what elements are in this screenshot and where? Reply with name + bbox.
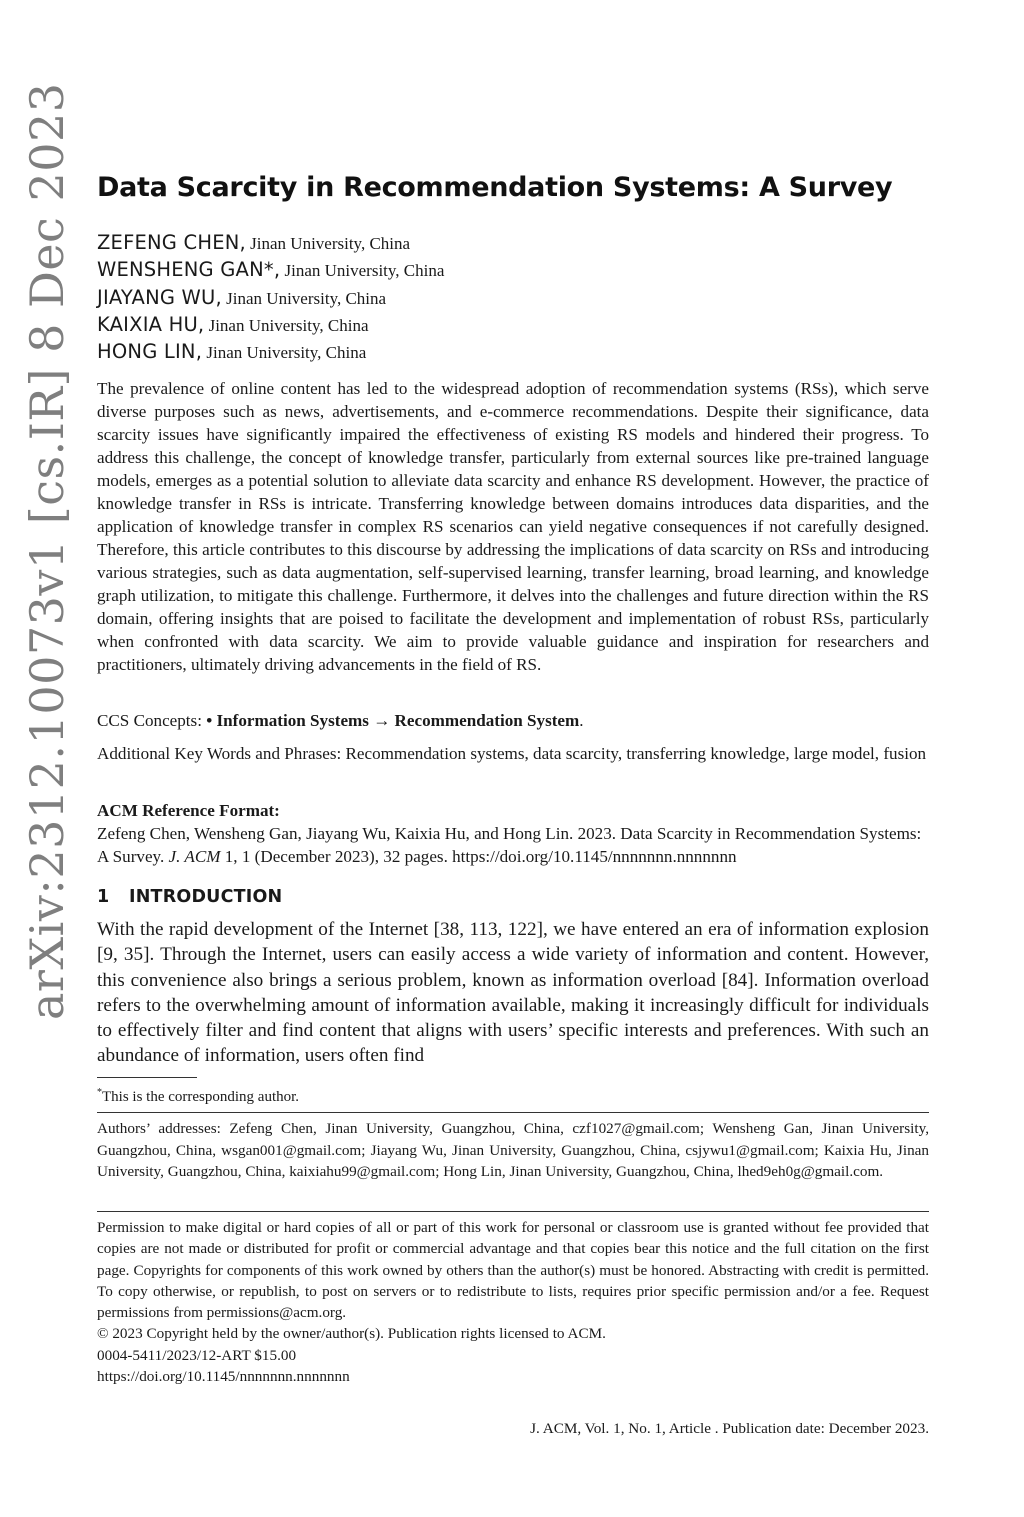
ccs-concepts [97,709,929,732]
acm-reference-label: ACM Reference Format: [97,801,280,820]
acm-reference-text [97,822,929,868]
author-affiliation: Jinan University, China [245,234,411,253]
footnote-text: This is the corresponding author. [102,1089,300,1105]
author-name: JIAYANG WU, [97,285,222,309]
author-name: HONG LIN, [97,340,203,364]
author-entry [97,284,929,311]
permission-block [97,1217,929,1388]
acm-reference-text-a: Zefeng Chen, Wensheng Gan, Jiayang Wu, Kaixia Hu, and Hong Lin. 2023. Data Scarcity in Recommendation Systems: A Survey. [97,824,922,866]
acm-reference-text-b: 1, 1 (December 2023), 32 pages. https://doi.org/10.1145/nnnnnnn.nnnnnnn [220,847,737,866]
acm-reference-journal: J. ACM [168,847,221,866]
author-entry [97,256,929,283]
doi-line: https://doi.org/10.1145/nnnnnnn.nnnnnnn [97,1368,350,1386]
author-affiliation: Jinan University, China [221,288,387,308]
page-footer: J. ACM, Vol. 1, No. 1, Article . Publication date: December 2023. [530,1420,929,1437]
section-title: INTRODUCTION [129,887,283,907]
permission-notice: Permission to make digital or hard copies of all or part of this work for personal or classroom use is granted without fee provided that copies are not made or distributed for profit or commercial advantage and that copies bear this notice and the full citation on the first page. Copyrights for components of this work owned by others than the author(s) must be honored. Abstracting with credit is permitted. To copy otherwise, or republish, to post on servers or to redistribute to lists, requires prior specific permission and/or a fee. Request permissions from permissions@acm.org. [97,1219,929,1322]
author-name: ZEFENG CHEN, [97,231,246,254]
copyright-line: © 2023 Copyright held by the owner/author(s). Publication rights licensed to ACM. [97,1325,606,1343]
author-name: WENSHENG GAN*, [97,258,281,282]
arxiv-identifier-stamp: arXiv:2312.10073v1 [cs.IR] 8 Dec 2023 [20,82,74,1020]
author-affiliation: Jinan University, China [204,315,369,335]
divider [97,1112,929,1113]
section-number: 1 [97,887,110,907]
acm-reference-format [97,799,929,868]
paper-title: Data Scarcity in Recommendation Systems: A Survey [97,172,893,203]
section-heading [97,887,929,907]
author-addresses: Authors’ addresses: Zefeng Chen, Jinan University, Guangzhou, China, czf1027@gmail.com; Wensheng Gan, Jinan University, Guangzhou, China, wsgan001@gmail.com; Jiayang Wu, Jinan University, Guangzhou, China, csjywu1@gmail.com; Kaixia Hu, Jinan University, Guangzhou, China, kaixiahu99@gmail.com; Hong Lin, Jinan University, Guangzhou, China, lhed9eh0g@gmail.com. [97,1120,929,1180]
divider [97,1211,929,1212]
footnote [97,1083,929,1107]
issn-line: 0004-5411/2023/12-ART $15.00 [97,1346,297,1364]
author-list [97,229,929,365]
ccs-end: . [579,711,584,730]
author-affiliation: Jinan University, China [280,261,445,281]
ccs-bullet: • [206,711,217,730]
author-name: KAIXIA HU, [97,312,205,336]
footnote-mark: * [97,1087,102,1098]
abstract: The prevalence of online content has led to the widespread adoption of recommendation systems (RSs), which serve diverse purposes such as news, advertisements, and e-commerce recommendations. Despite their significance, data scarcity issues have significantly impaired the effectiveness of existing RS models and hindered their progress. To address this challenge, the concept of knowledge transfer, particularly from external sources like pre-trained language models, emerges as a potential solution to alleviate data scarcity and enhance RS development. However, the practice of knowledge transfer in RSs is intricate. Transferring knowledge between domains introduces data disparities, and the application of knowledge transfer in complex RS scenarios can yield negative consequences if not carefully designed. Therefore, this article contributes to this discourse by addressing the implications of data scarcity on RSs and introducing various strategies, such as data augmentation, self-supervised learning, transfer learning, broad learning, and knowledge graph utilization, to mitigate this challenge. Furthermore, it delves into the challenges and future direction within the RS domain, offering insights that are poised to facilitate the development and implementation of robust RSs, particularly when confronted with data scarcity. We aim to provide valuable guidance and inspiration for researchers and practitioners, ultimately driving advancements in the field of RS. [97,379,929,674]
footnote-rule [97,1077,197,1078]
author-entry [97,338,929,365]
ccs-concept: Information Systems → Recommendation System [216,711,580,730]
introduction-paragraph: With the rapid development of the Internet [38, 113, 122], we have entered an era of information explosion [9, 35]. Through the Internet, users can easily access a wide variety of information and content. However, this convenience also brings a serious problem, known as information overload [84]. Information overload refers to the overwhelming amount of information available, making it increasingly difficult for individuals to effectively filter and find content that aligns with users’ specific interests and preferences. With such an abundance of information, users often find [97,919,929,1067]
author-entry [97,229,929,256]
keywords: Additional Key Words and Phrases: Recommendation systems, data scarcity, transferring knowledge, large model, fusion [97,744,927,763]
ccs-label: CCS Concepts: [97,711,207,730]
author-entry [97,311,929,338]
author-affiliation: Jinan University, China [202,343,367,363]
